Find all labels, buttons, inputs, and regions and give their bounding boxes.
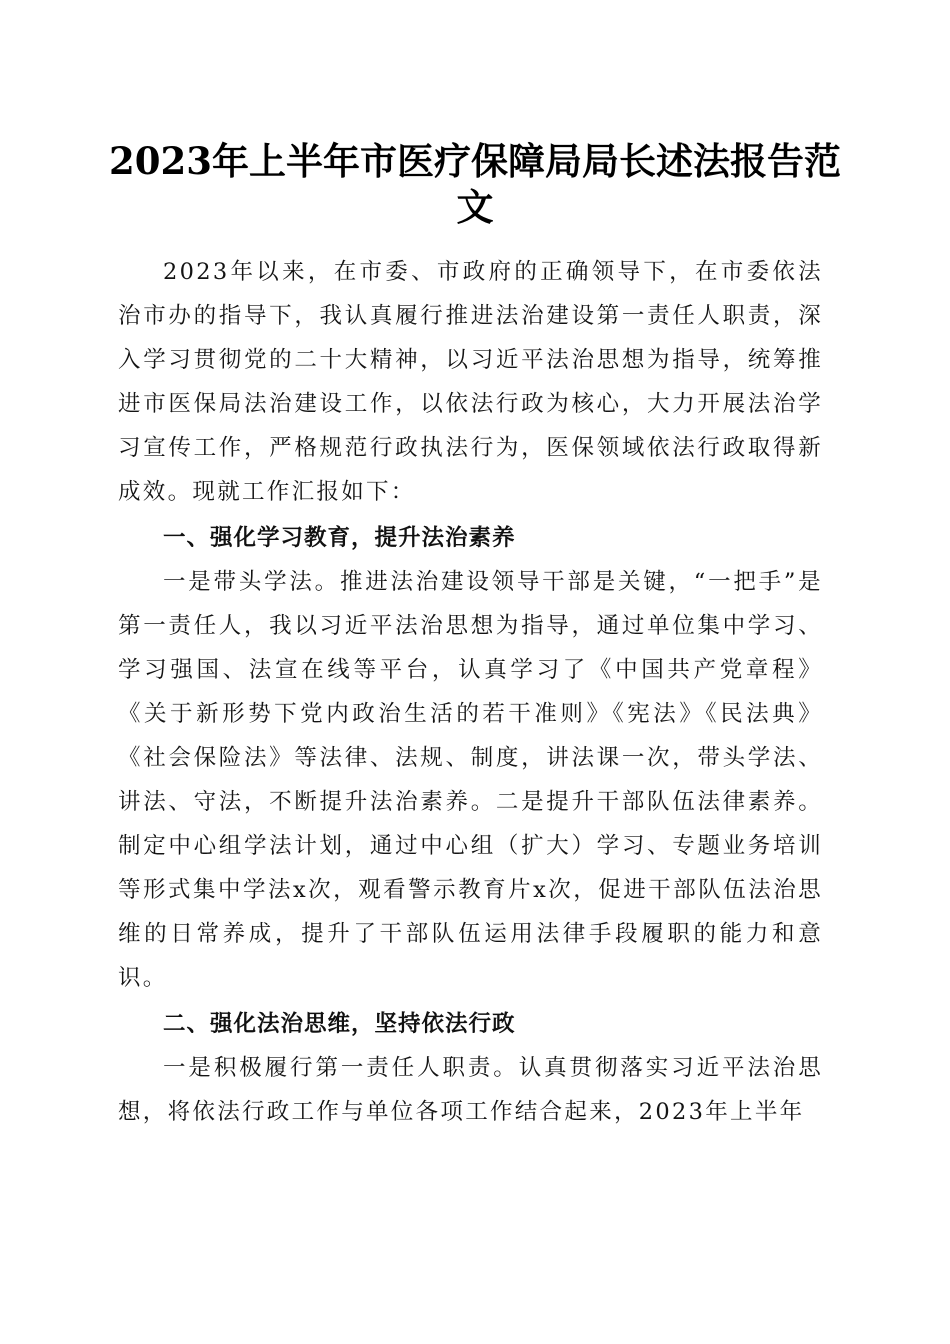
section-heading-2: 二、强化法治思维，坚持依法行政 [163,1011,516,1037]
section-1-paragraph [118,560,823,1000]
section-2-text: 认真贯彻落实习近平法治思想，将依法行政工作与单位各项工作结合起来，2023年上半年 [118,1055,824,1125]
section-1-text: 推进法治建设领导干部是关键，“一把手”是第一责任人，我以习近平法治思想为指导，通过单位集中学习、学习强国、法宣在线等平台，认真学习了《中国共产党章程》《关于新形势下党内政治生活的若干准则》《宪法》《民法典》《社会保险法》等法律、法规、制度，讲法课一次，带头学法、讲法、守法，不断提升法治素养。二是提升干部队伍法律素养。制定中心组学法计划，通过中心组（扩大）学习、专题业务培训等形式集中学法x次，观看警示教育片x次，促进干部队伍法治思维的日常养成，提升了干部队伍运用法律手段履职的能力和意识。 [118,569,823,991]
document-body [118,250,823,1134]
section-2-lead: 一是积极履行第一责任人职责。 [163,1055,519,1081]
section-1-lead: 一是带头学法。 [163,569,340,595]
intro-paragraph: 2023年以来，在市委、市政府的正确领导下，在市委依法治市办的指导下，我认真履行推进法治建设第一责任人职责，深入学习贯彻党的二十大精神，以习近平法治思想为指导，统筹推进市医保局法治建设工作，以依法行政为核心，大力开展法治学习宣传工作，严格规范行政执法行为，医保领域依法行政取得新成效。现就工作汇报如下： [118,259,823,505]
section-heading-1: 一、强化学习教育，提升法治素养 [163,525,516,551]
section-2-paragraph [118,1046,823,1134]
document-title: 2023年上半年市医疗保障局局长述法报告范文 [109,139,841,229]
